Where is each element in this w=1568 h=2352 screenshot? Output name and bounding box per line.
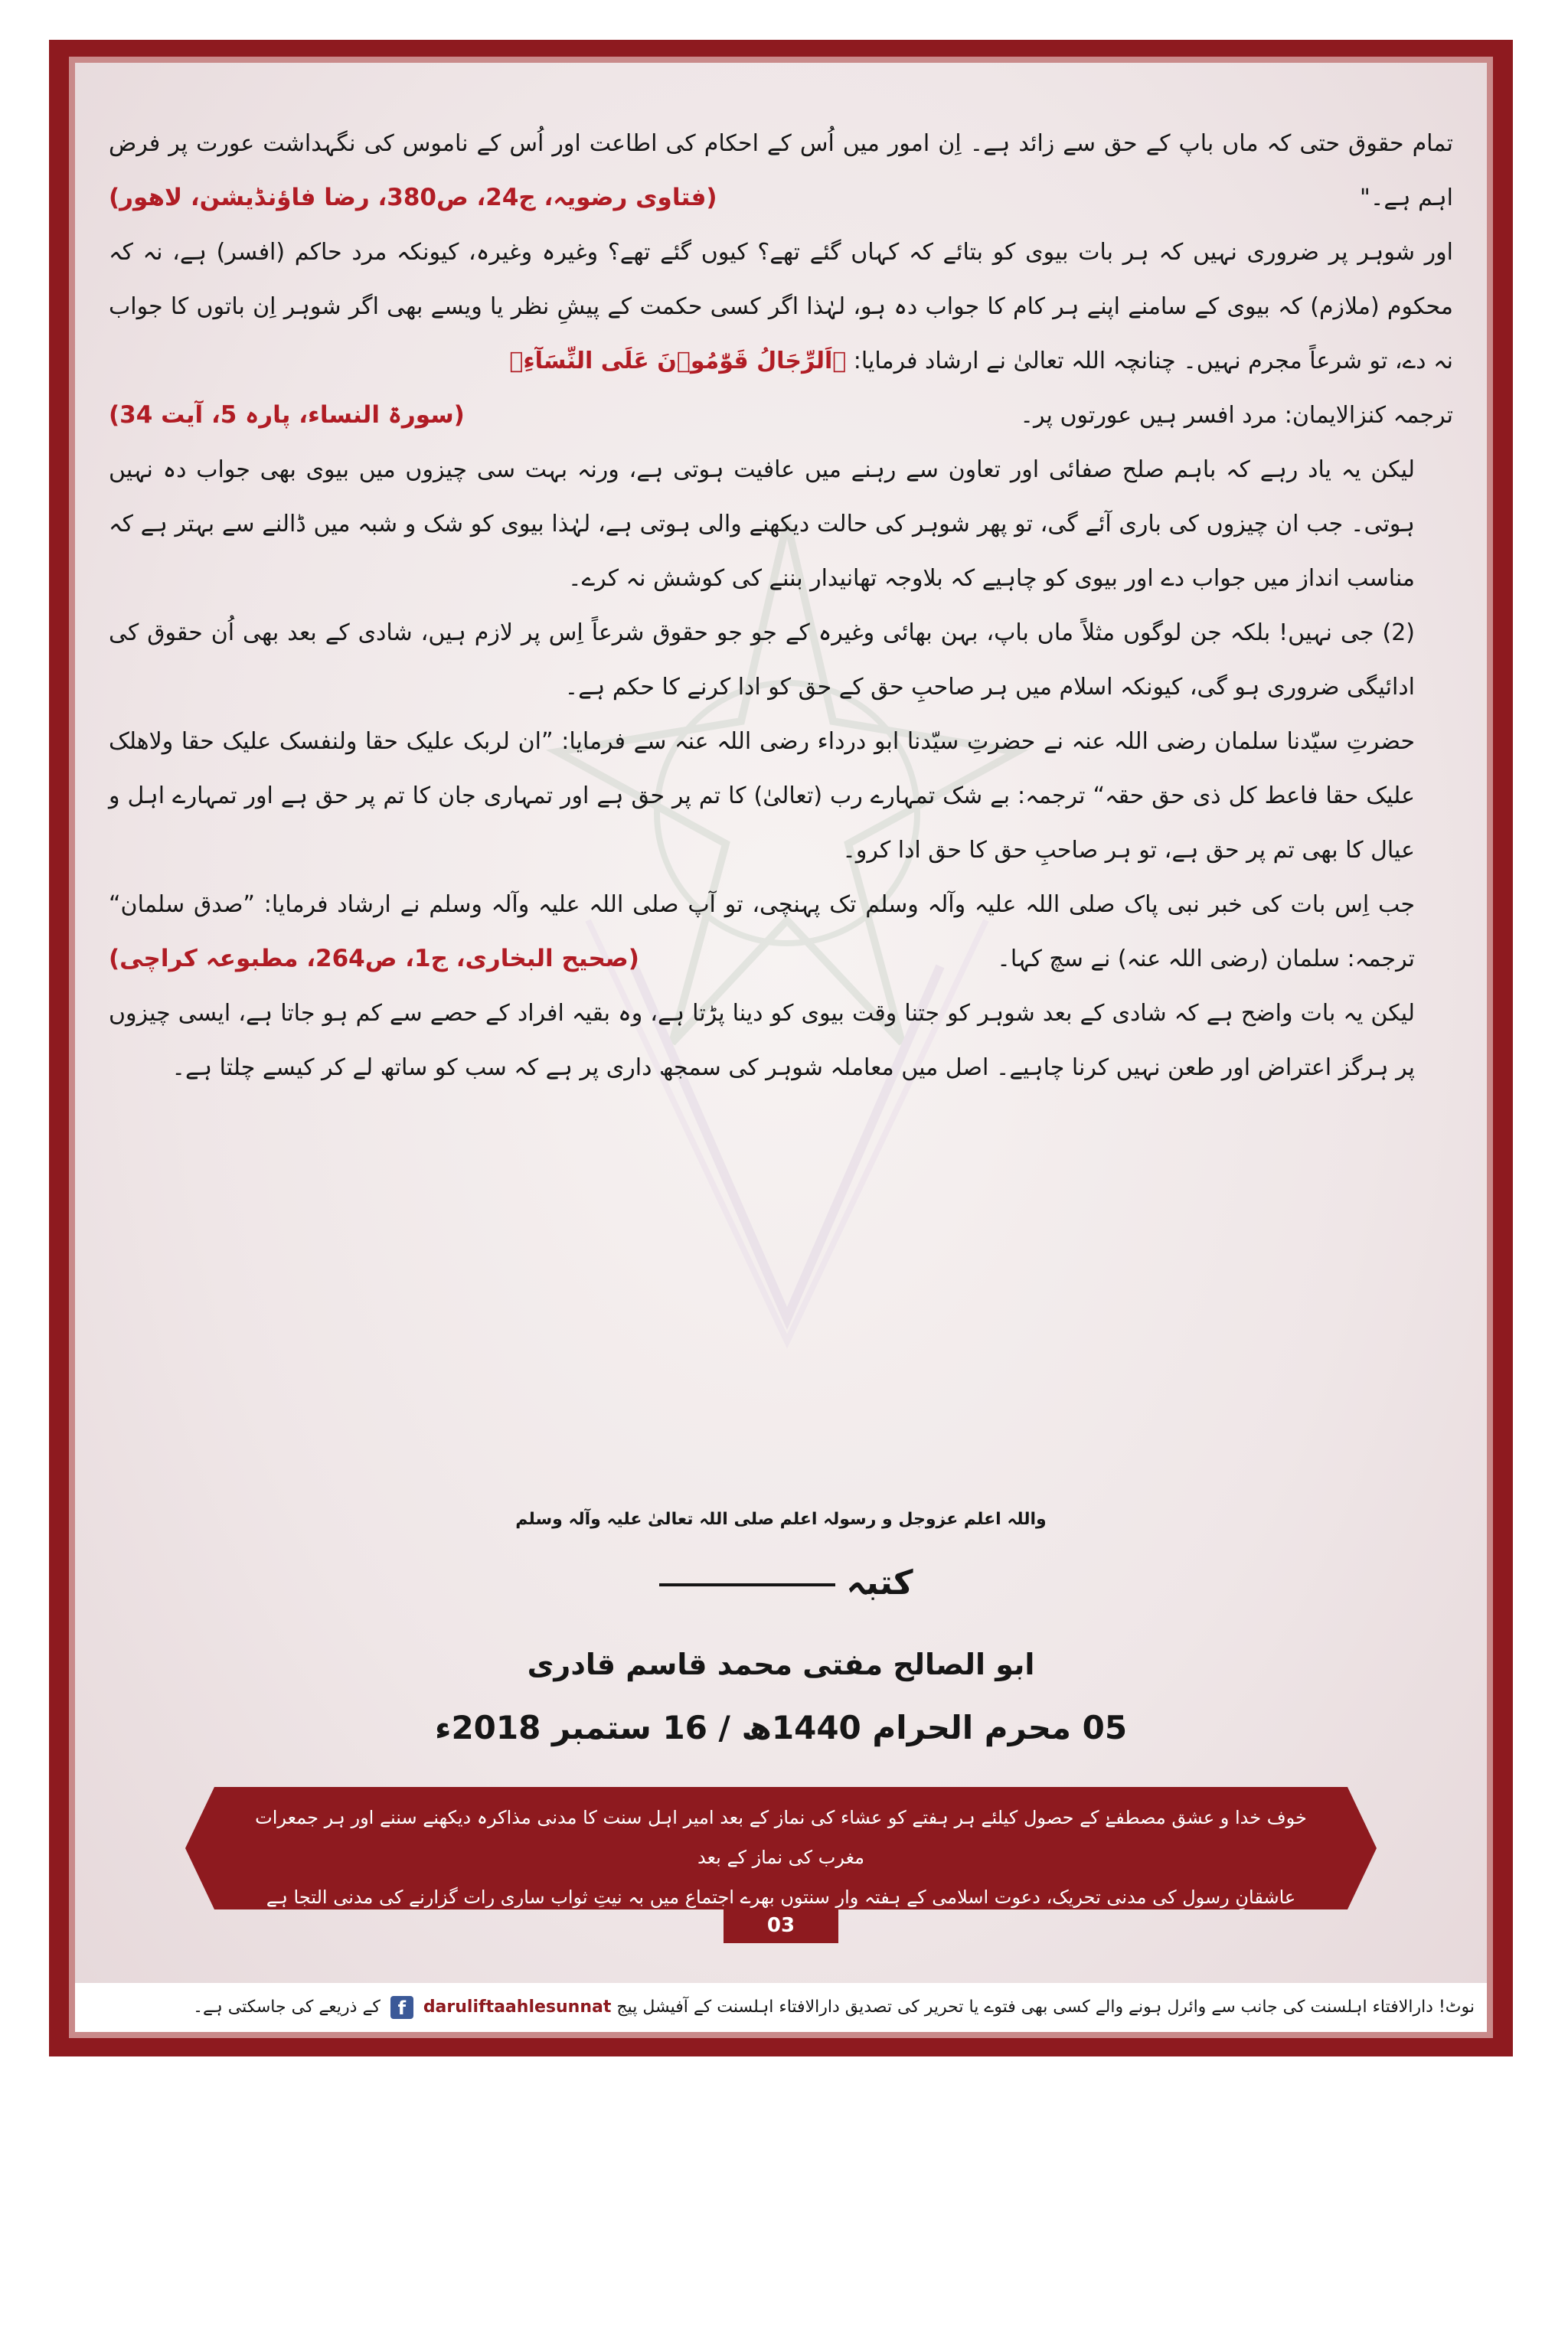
banner-line-1: خوف خدا و عشق مصطفےٰ کے حصول کیلئے ہر ہفتے کو عشاء کی نماز کے بعد امیر اہل سنت کا مدنی مذاکرہ دیکھنے سننے اور ہر جمعرات مغرب کی نماز کے بعد	[255, 1807, 1307, 1868]
paragraph-1: تمام حقوق حتی کہ ماں باپ کے حق سے زائد ہے۔ اِن امور میں اُس کے احکام کی اطاعت اور اُس کے ناموس کی نگہداشت عورت پر فرض اہم ہے۔" (فتاوی رضویہ، ج24، ص380، رضا فاؤنڈیشن، لاھور)	[109, 116, 1453, 225]
paragraph-2: اور شوہر پر ضروری نہیں کہ ہر بات بیوی کو بتائے کہ کہاں گئے تھے؟ کیوں گئے تھے؟ وغیرہ وغیرہ، کیونکہ مرد حاکم (افسر) ہے، نہ کہ محکوم (ملازم) کہ بیوی کے سامنے اپنے ہر کام کا جواب دہ ہو، لہٰذا اگر کسی حکمت کے پیشِ نظر یا ویسے بھی اگر شوہر اِن باتوں کا جواب نہ دے، تو شرعاً مجرم نہیں۔ چنانچہ اللہ تعالیٰ نے ارشاد فرمایا: ﴿اَلرِّجَالُ قَوّٰمُوۡنَ عَلَی النِّسَآءِ﴾	[109, 239, 1453, 374]
footer-note-text: نوٹ! دارالافتاء اہلسنت کی جانب سے وائرل ہونے والے کسی بھی فتوے یا تحریر کی تصدیق دارالافتاء اہلسنت کے آفیشل پیج	[616, 1998, 1475, 2017]
paragraph-6: جب اِس بات کی خبر نبی پاک صلی اللہ علیہ وآلہ وسلم تک پہنچی، تو آپ صلی اللہ علیہ وآلہ وسلم نے ارشاد فرمایا: ”صدق سلمان“ ترجمہ: سلمان (رضی اللہ عنہ) نے سچ کہا۔ (صحیح البخاری، ج1، ص264، مطبوعہ کراچی)	[109, 877, 1453, 986]
mufti-name: ابو الصالح مفتی محمد قاسم قادری	[527, 1648, 1035, 1681]
footer-note-tail: کے ذریعے کی جاسکتی ہے۔	[193, 1998, 381, 2017]
paragraph-7: لیکن یہ بات واضح ہے کہ شادی کے بعد شوہر کو جتنا وقت بیوی کو دینا پڑتا ہے، وہ بقیہ افراد کے حصے سے کم ہو جاتا ہے، ایسی چیزوں پر ہرگز اعتراض اور طعن نہیں کرنا چاہیے۔ اصل میں معاملہ شوہر کی سمجھ داری پر ہے کہ سب کو ساتھ لے کر کیسے چلتا ہے۔	[109, 1000, 1415, 1081]
paragraph-3: لیکن یہ یاد رہے کہ باہم صلح صفائی اور تعاون سے رہنے میں عافیت ہوتی ہے، ورنہ بہت سی چیزوں میں بیوی بھی جواب دہ نہیں ہوتی۔ جب ان چیزوں کی باری آئے گی، تو پھر شوہر کی حالت دیکھنے والی ہوتی ہے، لہٰذا بیوی کو شک و شبہ میں ڈالنے سے بہتر ہے کہ مناسب انداز میں جواب دے اور بیوی کو چاہیے کہ بلاوجہ تھانیدار بننے کی کوشش نہ کرے۔	[109, 456, 1415, 592]
fatwa-body	[109, 116, 1453, 1095]
kashida-line	[659, 1583, 835, 1586]
paragraph-4: (2) جی نہیں! بلکہ جن لوگوں مثلاً ماں باپ، بہن بھائی وغیرہ کے جو جو حقوق شرعاً اِس پر لازم ہیں، شادی کے بعد بھی اُن حقوق کی ادائیگی ضروری ہو گی، کیونکہ اسلام میں ہر صاحبِ حق کے حق کو ادا کرنے کا حکم ہے۔	[109, 619, 1415, 701]
banner-right-edge	[1348, 1787, 1377, 1909]
footer-note	[75, 1983, 1487, 2032]
written-by-heading: کتبہ	[75, 1563, 1487, 1602]
banner-line-2: عاشقانِ رسول کی مدنی تحریک، دعوت اسلامی کے ہفتہ وار سنتوں بھرے اجتماع میں بہ نیتِ ثواب ساری رات گزارنے کی مدنی التجا ہے	[266, 1886, 1296, 1908]
reference-surah-nisa: (سورۃ النساء، پارہ 5، آیت 34)	[109, 401, 465, 429]
dawat-banner	[214, 1787, 1348, 1909]
inner-border	[69, 57, 1493, 2038]
page-number: 03	[724, 1908, 838, 1943]
paragraph-translation: ترجمہ کنزالایمان: مرد افسر ہیں عورتوں پر۔ (سورۃ النساء، پارہ 5، آیت 34)	[109, 388, 1453, 443]
reference-fatawa-rizwiya: (فتاوی رضویہ، ج24، ص380، رضا فاؤنڈیشن، لاھور)	[109, 184, 717, 211]
page-frame	[49, 40, 1513, 2056]
banner-left-edge	[185, 1787, 214, 1909]
facebook-icon[interactable]: f	[390, 1996, 413, 2019]
facebook-page-link[interactable]: daruliftaahlesunnat	[423, 1998, 612, 2017]
closing-dua: واللہ اعلم عزوجل و رسولہ اعلم صلی اللہ تعالیٰ علیہ وآلہ وسلم	[515, 1510, 1047, 1529]
parchment-background	[75, 63, 1487, 2032]
reference-bukhari: (صحیح البخاری، ج1، ص264، مطبوعہ کراچی)	[109, 945, 639, 972]
paragraph-5: حضرتِ سیّدنا سلمان رضی اللہ عنہ نے حضرتِ سیّدنا ابو درداء رضی اللہ عنہ سے فرمایا: ”ان لربک علیک حقا ولنفسک علیک حقا ولاھلک علیک حقا فاعط کل ذی حق حقہ“ ترجمہ: بے شک تمہارے رب (تعالیٰ) کا تم پر حق ہے اور تمہاری جان کا تم پر حق ہے اور تمہارے اہل و عیال کا بھی تم پر حق ہے، تو ہر صاحبِ حق کا حق ادا کرو۔	[109, 728, 1415, 864]
quran-ayah: ﴿اَلرِّجَالُ قَوّٰمُوۡنَ عَلَی النِّسَآءِ﴾	[509, 348, 847, 374]
fatwa-date: 05 محرم الحرام 1440ھ / 16 ستمبر 2018ء	[434, 1709, 1128, 1746]
